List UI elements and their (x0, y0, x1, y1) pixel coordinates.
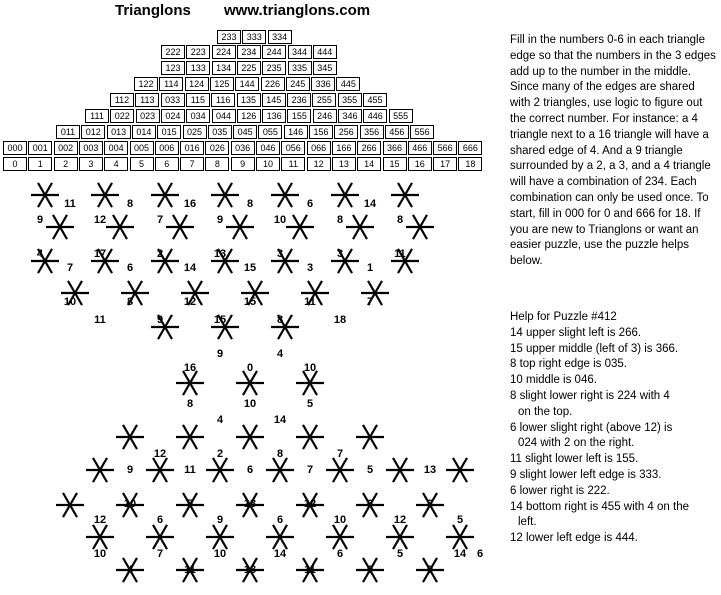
combo-cell: 013 (107, 125, 131, 139)
sum-cell: 7 (180, 157, 204, 171)
combo-cell: 245 (286, 77, 310, 91)
triangle-number: 10 (93, 548, 107, 560)
triangle-number: 6 (476, 548, 484, 560)
sum-cell: 18 (458, 157, 482, 171)
combo-cell: 155 (287, 109, 311, 123)
combo-cell: 255 (312, 93, 336, 107)
triangle-number: 6 (156, 514, 164, 526)
sum-cell: 15 (383, 157, 407, 171)
triangle-number: 9 (216, 348, 224, 360)
combo-cell: 111 (85, 109, 109, 123)
combo-cell: 666 (458, 141, 482, 155)
triangle-number: 3 (306, 262, 314, 274)
combo-cell: 000 (3, 141, 27, 155)
triangle-number: 14 (183, 262, 197, 274)
triangle-number: 14 (273, 548, 287, 560)
combo-cell: 133 (186, 61, 210, 75)
triangle-number: 0 (246, 362, 254, 374)
combo-cell: 366 (383, 141, 407, 155)
combo-cell: 345 (313, 61, 337, 75)
combo-cell: 012 (81, 125, 105, 139)
triangle-number: 6 (276, 514, 284, 526)
combo-cell: 056 (281, 141, 305, 155)
help-line: 8 slight lower right is 224 with 4 (510, 389, 670, 402)
triangle-number: 14 (363, 198, 377, 210)
triangle-number: 6 (306, 198, 314, 210)
triangle-number: 3 (336, 248, 344, 260)
triangle-number: 8 (186, 398, 194, 410)
combo-cell: 445 (336, 77, 360, 91)
triangle-number: 6 (336, 548, 344, 560)
triangle-number: 11 (64, 198, 76, 210)
triangle-number: 8 (126, 296, 134, 308)
combo-cell: 112 (110, 93, 134, 107)
sum-cell: 6 (155, 157, 179, 171)
combo-cell: 055 (258, 125, 282, 139)
triangle-number: 7 (336, 448, 344, 460)
triangle-number: 17 (93, 248, 107, 260)
combo-cell: 146 (284, 125, 308, 139)
combo-cell: 446 (363, 109, 387, 123)
triangle-number: 5 (366, 464, 374, 476)
help-line: 14 bottom right is 455 with 4 on the (510, 500, 689, 513)
triangle-number: 15 (243, 296, 257, 308)
combo-cell: 456 (385, 125, 409, 139)
triangle-number: 7 (156, 214, 164, 226)
triangle-number: 12 (93, 514, 107, 526)
triangle-number: 9 (426, 564, 434, 576)
combo-cell: 015 (157, 125, 181, 139)
combo-cell: 115 (186, 93, 210, 107)
triangle-number: 5 (186, 498, 194, 510)
triangle-number: 5 (306, 398, 314, 410)
combo-cell: 246 (313, 109, 337, 123)
sum-cell: 11 (281, 157, 305, 171)
sum-cell: 14 (357, 157, 381, 171)
combo-cell: 346 (338, 109, 362, 123)
combo-cell: 455 (363, 93, 387, 107)
triangle-number: 9 (36, 214, 44, 226)
combo-cell: 235 (262, 61, 286, 75)
triangle-number: 8 (336, 214, 344, 226)
triangle-number: 10 (273, 214, 287, 226)
help-title: Help for Puzzle #412 (510, 311, 617, 323)
help-line: 8 top right edge is 035. (510, 358, 627, 371)
combo-cell: 156 (309, 125, 333, 139)
combo-cell: 225 (237, 61, 261, 75)
sum-cell: 4 (104, 157, 128, 171)
combo-cell: 114 (159, 77, 183, 91)
triangle-number: 10 (63, 296, 77, 308)
triangle-number: 13 (243, 564, 257, 576)
help-line: 10 middle is 046. (510, 374, 597, 387)
combo-cell: 355 (338, 93, 362, 107)
triangle-number: 1 (366, 262, 374, 274)
triangle-number: 5 (396, 548, 404, 560)
combo-cell: 234 (237, 45, 261, 59)
help-line: 15 upper middle (left of 3) is 366. (510, 342, 679, 355)
help-line: 14 upper slight left is 266. (510, 326, 642, 339)
sum-cell: 13 (332, 157, 356, 171)
combo-cell: 123 (161, 61, 185, 75)
help-line: 6 lower slight right (above 12) is (510, 421, 673, 434)
triangle-number: 10 (123, 498, 137, 510)
triangle-number: 7 (306, 464, 314, 476)
triangle-number: 7 (156, 548, 164, 560)
triangle-number: 8 (126, 198, 134, 210)
triangle-number: 16 (183, 198, 197, 210)
triangle-number: 12 (183, 296, 197, 308)
combo-cell: 124 (185, 77, 209, 91)
triangle-number: 12 (93, 214, 107, 226)
triangle-number: 7 (366, 296, 374, 308)
triangle-number: 8 (276, 314, 284, 326)
combo-cell: 466 (408, 141, 432, 155)
triangle-number: 10 (243, 398, 257, 410)
triangle-number: 12 (393, 514, 407, 526)
help-line: 024 with 2 on the right. (518, 437, 635, 450)
sum-cell: 16 (408, 157, 432, 171)
site-url: www.trianglons.com (224, 2, 371, 19)
combo-cell: 004 (104, 141, 128, 155)
sum-cell: 1 (28, 157, 52, 171)
triangle-number: 10 (303, 362, 317, 374)
triangle-number: 8 (426, 498, 434, 510)
triangle-number: 6 (366, 498, 374, 510)
combo-cell: 024 (161, 109, 185, 123)
triangle-number: 8 (276, 448, 284, 460)
triangle-number: 2 (216, 448, 224, 460)
combo-cell: 233 (217, 30, 241, 44)
triangle-number: 4 (216, 414, 224, 426)
combo-cell: 045 (233, 125, 257, 139)
triangle-number: 11 (304, 564, 316, 576)
combo-cell: 333 (242, 30, 266, 44)
triangle-number: 3 (276, 248, 284, 260)
combo-cell: 134 (212, 61, 236, 75)
combination-table (0, 0, 500, 175)
sum-cell: 9 (231, 157, 255, 171)
combo-cell: 034 (186, 109, 210, 123)
combo-cell: 266 (357, 141, 381, 155)
sum-cell: 17 (433, 157, 457, 171)
combo-cell: 144 (235, 77, 259, 91)
help-line: left. (518, 516, 537, 529)
triangle-number: 4 (36, 248, 44, 260)
combo-cell: 135 (237, 93, 261, 107)
help-line: on the top. (518, 405, 573, 418)
triangle-number: 8 (396, 214, 404, 226)
combo-cell: 244 (262, 45, 286, 59)
triangle-number: 18 (333, 314, 347, 326)
help-line: 9 slight lower left edge is 333. (510, 468, 662, 481)
triangle-number: 6 (246, 464, 254, 476)
combo-cell: 556 (410, 125, 434, 139)
page-title: Trianglons (115, 2, 191, 19)
combo-cell: 125 (210, 77, 234, 91)
combo-cell: 344 (288, 45, 312, 59)
triangle-number: 2 (156, 248, 164, 260)
combo-cell: 023 (136, 109, 160, 123)
combo-cell: 005 (130, 141, 154, 155)
combo-cell: 025 (183, 125, 207, 139)
triangle-number: 4 (126, 564, 134, 576)
help-line: 12 lower left edge is 444. (510, 532, 638, 545)
combo-cell: 014 (132, 125, 156, 139)
combo-cell: 555 (389, 109, 413, 123)
combo-cell: 003 (79, 141, 103, 155)
puzzle-lattice (0, 175, 500, 595)
triangle-number: 4 (276, 348, 284, 360)
triangle-number: 12 (303, 498, 317, 510)
triangle-number: 8 (246, 198, 254, 210)
combo-cell: 011 (56, 125, 80, 139)
combo-cell: 116 (211, 93, 235, 107)
triangle-number: 7 (66, 262, 74, 274)
combo-cell: 334 (268, 30, 292, 44)
combo-cell: 046 (256, 141, 280, 155)
help-line: 6 lower right is 222. (510, 484, 610, 497)
sum-cell: 2 (54, 157, 78, 171)
sum-cell: 8 (205, 157, 229, 171)
sum-cell: 3 (79, 157, 103, 171)
combo-cell: 145 (262, 93, 286, 107)
triangle-number: 9 (156, 314, 164, 326)
combo-cell: 126 (237, 109, 261, 123)
combo-cell: 224 (212, 45, 236, 59)
combo-cell: 033 (161, 93, 185, 107)
sum-cell: 5 (130, 157, 154, 171)
triangle-number: 9 (216, 214, 224, 226)
combo-cell: 113 (135, 93, 159, 107)
combo-cell: 022 (110, 109, 134, 123)
combo-cell: 236 (287, 93, 311, 107)
combo-cell: 002 (54, 141, 78, 155)
combo-cell: 035 (208, 125, 232, 139)
triangle-number: 5 (456, 514, 464, 526)
help-line: 11 slight lower left is 155. (510, 453, 639, 466)
combo-cell: 444 (313, 45, 337, 59)
combo-cell: 566 (433, 141, 457, 155)
combo-cell: 066 (307, 141, 331, 155)
sum-cell: 12 (307, 157, 331, 171)
triangle-number: 11 (184, 564, 196, 576)
triangle-number: 16 (183, 362, 197, 374)
sum-cell: 0 (3, 157, 27, 171)
triangle-number: 10 (213, 548, 227, 560)
combo-cell: 223 (186, 45, 210, 59)
triangle-number: 13 (213, 248, 227, 260)
combo-cell: 336 (311, 77, 335, 91)
triangle-number: 13 (243, 498, 257, 510)
triangle-number: 13 (423, 464, 437, 476)
combo-cell: 356 (360, 125, 384, 139)
triangle-number: 15 (213, 314, 227, 326)
triangle-number: 14 (273, 414, 287, 426)
combo-cell: 335 (288, 61, 312, 75)
instructions-text: Fill in the numbers 0-6 in each triangle edge so that the numbers in the 3 edges add up to the number in the middle. Since many of the edges are shared with 2 triangles, use logic to figure out the correct number. For instance: a 4 triangle next to a 16 triangle will have a shared edge of 4. And a 9 triangle surrounded by a 2, a 3, and a 4 triangle will have a combination of 234. Each combination can only be used once. To start, fill in 000 for 0 and 666 for 18. If you are new to Trianglons or want an easier puzzle, use the puzzle helps below. (510, 34, 716, 268)
triangle-number: 10 (333, 514, 347, 526)
combo-cell: 166 (332, 141, 356, 155)
triangle-number: 9 (366, 564, 374, 576)
combo-cell: 136 (262, 109, 286, 123)
sum-cell: 10 (256, 157, 280, 171)
help-section (510, 310, 718, 547)
combo-cell: 026 (205, 141, 229, 155)
triangle-number: 11 (94, 314, 106, 326)
triangle-number: 12 (153, 448, 167, 460)
triangle-number: 14 (453, 548, 467, 560)
combo-cell: 006 (155, 141, 179, 155)
combo-cell: 001 (28, 141, 52, 155)
combo-cell: 036 (231, 141, 255, 155)
triangle-number: 11 (184, 464, 196, 476)
triangle-number: 6 (126, 262, 134, 274)
triangle-number: 9 (126, 464, 134, 476)
combo-cell: 122 (134, 77, 158, 91)
combo-cell: 016 (180, 141, 204, 155)
combo-cell: 226 (261, 77, 285, 91)
combo-cell: 256 (334, 125, 358, 139)
triangle-number: 15 (243, 262, 257, 274)
triangle-number: 11 (304, 296, 316, 308)
combo-cell: 222 (161, 45, 185, 59)
triangle-number: 11 (394, 248, 406, 260)
triangle-number: 9 (216, 514, 224, 526)
combo-cell: 044 (212, 109, 236, 123)
